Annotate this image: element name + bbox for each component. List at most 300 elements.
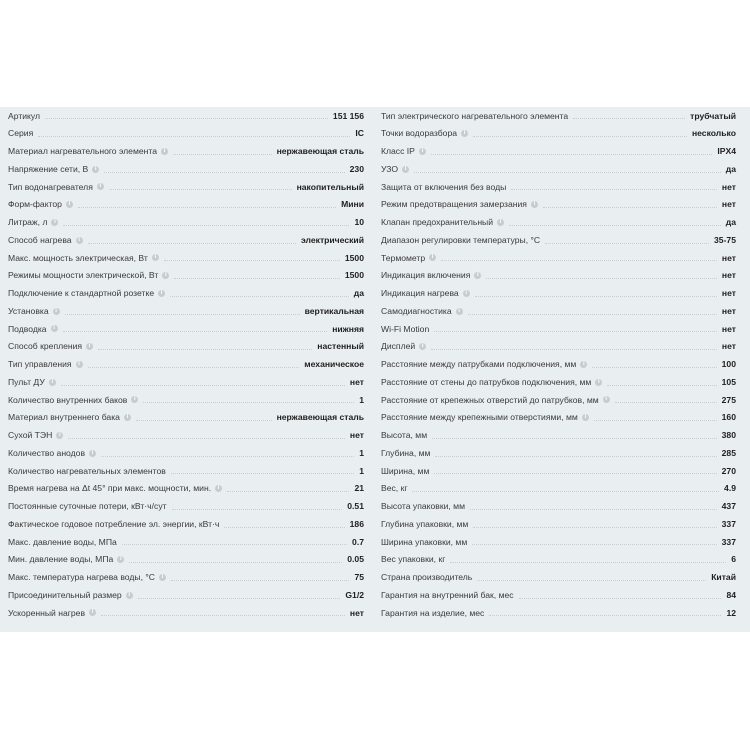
info-icon[interactable]: i xyxy=(117,556,124,563)
spec-value: нет xyxy=(721,181,736,192)
spec-row xyxy=(8,373,364,391)
spec-label xyxy=(381,236,540,245)
spec-row xyxy=(381,178,736,196)
spec-row xyxy=(8,462,364,480)
spec-label-text: Точки водоразбора xyxy=(381,128,458,139)
spec-row xyxy=(381,160,736,178)
info-icon[interactable]: i xyxy=(497,219,504,226)
spec-value: G1/2 xyxy=(345,589,364,600)
spec-label xyxy=(381,289,470,298)
spec-value: 337 xyxy=(721,518,736,529)
spec-label-text: Присоединительный размер xyxy=(8,589,122,600)
info-icon[interactable]: i xyxy=(92,166,99,173)
info-icon[interactable]: i xyxy=(97,183,104,190)
spec-row xyxy=(8,391,364,409)
dotted-leader xyxy=(414,172,721,173)
dotted-leader xyxy=(227,491,349,492)
spec-label-text: Вес упаковки, кг xyxy=(381,554,446,565)
spec-value: да xyxy=(725,163,736,174)
info-icon[interactable]: i xyxy=(76,361,83,368)
spec-label-text: Количество внутренних баков xyxy=(8,394,128,405)
spec-row xyxy=(381,498,736,516)
spec-label xyxy=(381,183,506,192)
dotted-leader xyxy=(88,243,296,244)
dotted-leader xyxy=(615,402,717,403)
info-icon[interactable]: i xyxy=(603,396,610,403)
info-icon[interactable]: i xyxy=(429,254,436,261)
spec-row xyxy=(8,586,364,604)
spec-value: 100 xyxy=(721,359,736,370)
info-icon[interactable]: i xyxy=(402,166,409,173)
spec-value: 186 xyxy=(349,518,364,529)
spec-value: 151 156 xyxy=(332,110,364,121)
spec-label-text: Сухой ТЭН xyxy=(8,430,53,441)
info-icon[interactable]: i xyxy=(162,272,169,279)
spec-label xyxy=(8,431,63,440)
spec-label xyxy=(381,502,465,511)
spec-label-text: Индикация включения xyxy=(381,270,471,281)
info-icon[interactable]: i xyxy=(474,272,481,279)
spec-row xyxy=(381,551,736,569)
dotted-leader xyxy=(143,402,354,403)
spec-label xyxy=(8,236,83,245)
spec-row xyxy=(381,125,736,143)
spec-label-text: Подводка xyxy=(8,323,47,334)
info-icon[interactable]: i xyxy=(66,201,73,208)
dotted-leader xyxy=(594,420,717,421)
info-icon[interactable]: i xyxy=(76,237,83,244)
spec-row xyxy=(381,231,736,249)
spec-label-text: Клапан предохранительный xyxy=(381,217,494,228)
dotted-leader xyxy=(45,118,328,119)
spec-label-text: Гарантия на изделие, мес xyxy=(381,607,485,618)
spec-label xyxy=(8,147,168,156)
info-icon[interactable]: i xyxy=(158,290,165,297)
spec-label xyxy=(8,591,133,600)
spec-label-text: Расстояние между патрубками подключения, мм xyxy=(381,359,577,370)
spec-label-text: Материал нагревательного элемента xyxy=(8,146,158,157)
info-icon[interactable]: i xyxy=(531,201,538,208)
spec-label-text: Способ крепления xyxy=(8,341,83,352)
spec-row xyxy=(381,391,736,409)
spec-label-text: Макс. давление воды, МПа xyxy=(8,536,117,547)
spec-row xyxy=(8,249,364,267)
info-icon[interactable]: i xyxy=(419,148,426,155)
spec-value: трубчатый xyxy=(690,110,736,121)
dotted-leader xyxy=(592,367,716,368)
spec-label xyxy=(381,218,504,227)
info-icon[interactable]: i xyxy=(161,148,168,155)
spec-label xyxy=(8,183,104,192)
spec-row xyxy=(381,427,736,445)
spec-value: нет xyxy=(349,607,364,618)
dotted-leader xyxy=(63,225,349,226)
spec-label-text: Артикул xyxy=(8,110,41,121)
spec-label-text: Класс IP xyxy=(381,146,415,157)
spec-value: 1 xyxy=(359,447,364,458)
spec-label-text: Литраж, л xyxy=(8,217,48,228)
spec-label xyxy=(381,573,472,582)
spec-label-text: Ширина, мм xyxy=(381,465,430,476)
spec-row xyxy=(381,569,736,587)
spec-label xyxy=(8,165,99,174)
spec-row xyxy=(8,320,364,338)
spec-row xyxy=(381,143,736,161)
spec-label xyxy=(381,484,407,493)
spec-row xyxy=(8,178,364,196)
info-icon[interactable]: i xyxy=(580,361,587,368)
info-icon[interactable]: i xyxy=(595,379,602,386)
spec-label-text: Способ нагрева xyxy=(8,234,72,245)
dotted-leader xyxy=(164,260,340,261)
info-icon[interactable]: i xyxy=(131,396,138,403)
spec-label xyxy=(8,484,222,493)
spec-label xyxy=(381,467,429,476)
spec-value: 75 xyxy=(354,572,364,583)
spec-value: нержавеющая сталь xyxy=(276,412,364,423)
spec-value: Мини xyxy=(341,199,364,210)
dotted-leader xyxy=(441,260,717,261)
spec-value: нет xyxy=(721,288,736,299)
spec-value: 0.51 xyxy=(347,501,364,512)
spec-row xyxy=(8,533,364,551)
spec-value: вертикальная xyxy=(304,305,364,316)
spec-row xyxy=(381,196,736,214)
spec-label xyxy=(381,360,587,369)
spec-value: да xyxy=(353,288,364,299)
spec-label xyxy=(381,200,538,209)
spec-label xyxy=(8,502,167,511)
spec-row xyxy=(8,143,364,161)
info-icon[interactable]: i xyxy=(89,609,96,616)
info-icon[interactable]: i xyxy=(419,343,426,350)
dotted-leader xyxy=(607,385,716,386)
spec-label-text: Индикация нагрева xyxy=(381,288,459,299)
spec-label-text: Расстояние от стены до патрубков подключения, мм xyxy=(381,376,592,387)
info-icon[interactable]: i xyxy=(89,450,96,457)
spec-value: 337 xyxy=(721,536,736,547)
spec-value: 6 xyxy=(731,554,736,565)
spec-label-text: Страна производитель xyxy=(381,572,473,583)
spec-row xyxy=(8,569,364,587)
spec-label-text: Расстояние от крепежных отверстий до патрубков, мм xyxy=(381,394,599,405)
spec-label xyxy=(381,413,589,422)
dotted-leader xyxy=(173,154,272,155)
dotted-leader xyxy=(511,189,717,190)
spec-row xyxy=(8,196,364,214)
info-icon[interactable]: i xyxy=(53,308,60,315)
dotted-leader xyxy=(129,562,342,563)
spec-label-text: Количество анодов xyxy=(8,447,86,458)
spec-value: 35-75 xyxy=(714,234,736,245)
spec-label xyxy=(8,342,93,351)
spec-label xyxy=(8,413,131,422)
spec-label-text: Тип электрического нагревательного элемента xyxy=(381,110,569,121)
spec-row xyxy=(8,551,364,569)
dotted-leader xyxy=(171,473,354,474)
dotted-leader xyxy=(431,349,717,350)
spec-label-text: Фактическое годовое потребление эл. энергии, кВт·ч xyxy=(8,518,220,529)
spec-row xyxy=(8,515,364,533)
spec-value: нет xyxy=(721,341,736,352)
spec-row xyxy=(8,231,364,249)
spec-label-text: Постоянные суточные потери, кВт·ч/сут xyxy=(8,501,167,512)
spec-value: нет xyxy=(721,323,736,334)
dotted-leader xyxy=(472,544,716,545)
spec-value: 1 xyxy=(359,465,364,476)
spec-value: 4.9 xyxy=(724,483,736,494)
spec-row xyxy=(381,320,736,338)
spec-value: нет xyxy=(721,305,736,316)
spec-label-text: Режим предотвращения замерзания xyxy=(381,199,527,210)
spec-row xyxy=(381,586,736,604)
dotted-leader xyxy=(172,509,343,510)
dotted-leader xyxy=(101,615,345,616)
spec-label-text: Ширина упаковки, мм xyxy=(381,536,468,547)
spec-label xyxy=(381,147,426,156)
dotted-leader xyxy=(519,598,722,599)
spec-value: 1500 xyxy=(344,270,364,281)
spec-value: 160 xyxy=(721,412,736,423)
specs-column-left xyxy=(8,107,364,622)
dotted-leader xyxy=(88,367,300,368)
spec-value: IPX4 xyxy=(717,146,736,157)
spec-row xyxy=(8,214,364,232)
spec-label xyxy=(381,378,602,387)
info-icon[interactable]: i xyxy=(126,592,133,599)
spec-label-text: Тип водонагревателя xyxy=(8,181,93,192)
spec-value: Китай xyxy=(711,572,736,583)
spec-label xyxy=(381,342,426,351)
spec-label xyxy=(381,325,429,334)
spec-label-text: Установка xyxy=(8,305,49,316)
spec-row xyxy=(381,338,736,356)
spec-value: нет xyxy=(721,270,736,281)
spec-value: 230 xyxy=(349,163,364,174)
dotted-leader xyxy=(136,420,272,421)
spec-row xyxy=(8,498,364,516)
spec-row xyxy=(381,444,736,462)
spec-label-text: Режимы мощности электрической, Вт xyxy=(8,270,159,281)
dotted-leader xyxy=(38,136,350,137)
spec-row xyxy=(8,267,364,285)
spec-row xyxy=(8,302,364,320)
spec-label xyxy=(381,431,427,440)
dotted-leader xyxy=(450,562,726,563)
spec-label-text: Тип управления xyxy=(8,359,72,370)
spec-label-text: Напряжение сети, В xyxy=(8,163,89,174)
dotted-leader xyxy=(68,438,345,439)
spec-value: IC xyxy=(355,128,364,139)
info-icon[interactable]: i xyxy=(463,290,470,297)
dotted-leader xyxy=(489,615,721,616)
spec-value: 0.05 xyxy=(347,554,364,565)
dotted-leader xyxy=(65,314,300,315)
info-icon[interactable]: i xyxy=(152,254,159,261)
spec-value: 437 xyxy=(721,501,736,512)
spec-row xyxy=(8,285,364,303)
spec-label-text: Термометр xyxy=(381,252,426,263)
spec-label-text: Вес, кг xyxy=(381,483,408,494)
spec-row xyxy=(381,409,736,427)
spec-row xyxy=(381,214,736,232)
spec-value: нет xyxy=(721,252,736,263)
spec-value: механическое xyxy=(304,359,364,370)
spec-label-text: Wi-Fi Motion xyxy=(381,323,430,334)
dotted-leader xyxy=(171,580,349,581)
spec-label xyxy=(381,165,409,174)
spec-label-text: Пульт ДУ xyxy=(8,376,45,387)
spec-label xyxy=(8,609,96,618)
spec-value: 275 xyxy=(721,394,736,405)
spec-value: нет xyxy=(721,199,736,210)
spec-label xyxy=(8,218,58,227)
info-icon[interactable]: i xyxy=(159,574,166,581)
spec-label xyxy=(8,112,40,121)
spec-value: 1500 xyxy=(344,252,364,263)
spec-label-text: Защита от включения без воды xyxy=(381,181,507,192)
spec-label xyxy=(8,573,166,582)
info-icon[interactable]: i xyxy=(582,414,589,421)
spec-label-text: Макс. мощность электрическая, Вт xyxy=(8,252,148,263)
spec-label-text: Ускоренный нагрев xyxy=(8,607,86,618)
spec-label xyxy=(8,129,33,138)
dotted-leader xyxy=(61,385,345,386)
info-icon[interactable]: i xyxy=(51,325,58,332)
spec-value: 12 xyxy=(726,607,736,618)
spec-row xyxy=(8,107,364,125)
spec-row xyxy=(381,604,736,622)
dotted-leader xyxy=(473,527,716,528)
spec-label xyxy=(8,449,96,458)
spec-row xyxy=(8,338,364,356)
dotted-leader xyxy=(473,136,687,137)
spec-label-text: Диапазон регулировки температуры, °С xyxy=(381,234,541,245)
spec-label-text: Подключение к стандартной розетке xyxy=(8,288,155,299)
info-icon[interactable]: i xyxy=(49,379,56,386)
spec-row xyxy=(8,427,364,445)
dotted-leader xyxy=(78,207,336,208)
spec-value: несколько xyxy=(691,128,736,139)
spec-label xyxy=(8,307,60,316)
spec-label-text: Глубина, мм xyxy=(381,447,431,458)
dotted-leader xyxy=(477,580,706,581)
spec-label-text: Материал внутреннего бака xyxy=(8,412,120,423)
dotted-leader xyxy=(138,598,341,599)
spec-value: 10 xyxy=(354,217,364,228)
dotted-leader xyxy=(224,527,344,528)
dotted-leader xyxy=(98,349,312,350)
info-icon[interactable]: i xyxy=(456,308,463,315)
dotted-leader xyxy=(434,473,716,474)
dotted-leader xyxy=(486,278,717,279)
spec-value: нижняя xyxy=(332,323,364,334)
spec-label-text: Дисплей xyxy=(381,341,416,352)
spec-row xyxy=(381,356,736,374)
spec-label-text: Макс. температура нагрева воды, °С xyxy=(8,572,155,583)
info-icon[interactable]: i xyxy=(56,432,63,439)
spec-row xyxy=(381,373,736,391)
spec-row xyxy=(381,533,736,551)
spec-value: нет xyxy=(349,376,364,387)
spec-label xyxy=(8,538,117,547)
spec-label xyxy=(381,609,484,618)
spec-value: 285 xyxy=(721,447,736,458)
spec-label xyxy=(8,200,73,209)
spec-label xyxy=(381,538,467,547)
spec-value: 0.7 xyxy=(352,536,364,547)
spec-label-text: Серия xyxy=(8,128,34,139)
spec-row xyxy=(381,285,736,303)
dotted-leader xyxy=(573,118,685,119)
info-icon[interactable]: i xyxy=(86,343,93,350)
spec-value: 270 xyxy=(721,465,736,476)
spec-label xyxy=(381,449,430,458)
dotted-leader xyxy=(434,331,717,332)
spec-value: электрический xyxy=(300,234,364,245)
spec-label-text: Количество нагревательных элементов xyxy=(8,465,166,476)
spec-label xyxy=(381,591,514,600)
spec-label xyxy=(381,271,481,280)
dotted-leader xyxy=(432,438,717,439)
spec-value: нет xyxy=(349,430,364,441)
dotted-leader xyxy=(170,296,349,297)
info-icon[interactable]: i xyxy=(461,130,468,137)
spec-row xyxy=(8,480,364,498)
spec-row xyxy=(8,409,364,427)
info-icon[interactable]: i xyxy=(51,219,58,226)
spec-label xyxy=(8,271,169,280)
spec-value: настенный xyxy=(317,341,364,352)
spec-row xyxy=(381,480,736,498)
spec-label xyxy=(381,307,463,316)
dotted-leader xyxy=(174,278,340,279)
spec-value: 105 xyxy=(721,376,736,387)
dotted-leader xyxy=(468,314,717,315)
spec-label xyxy=(8,555,124,564)
dotted-leader xyxy=(109,189,292,190)
info-icon[interactable]: i xyxy=(124,414,131,421)
spec-row xyxy=(381,515,736,533)
dotted-leader xyxy=(122,544,347,545)
spec-label xyxy=(381,396,610,405)
dotted-leader xyxy=(63,331,328,332)
spec-label xyxy=(8,520,219,529)
specs-column-right xyxy=(381,107,736,622)
spec-label xyxy=(8,360,83,369)
dotted-leader xyxy=(104,172,344,173)
dotted-leader xyxy=(475,296,717,297)
spec-label-text: Глубина упаковки, мм xyxy=(381,518,469,529)
dotted-leader xyxy=(412,491,719,492)
spec-label xyxy=(381,129,468,138)
spec-label-text: Время нагрева на Δt 45° при макс. мощности, мин. xyxy=(8,483,212,494)
spec-label xyxy=(8,396,138,405)
info-icon[interactable]: i xyxy=(215,485,222,492)
spec-label xyxy=(8,289,165,298)
spec-value: 380 xyxy=(721,430,736,441)
spec-row xyxy=(381,302,736,320)
spec-value: 1 xyxy=(359,394,364,405)
spec-label-text: Мин. давление воды, МПа xyxy=(8,554,114,565)
specs-panel xyxy=(0,107,750,632)
spec-row xyxy=(8,444,364,462)
dotted-leader xyxy=(545,243,709,244)
spec-label xyxy=(381,112,568,121)
spec-label-text: Высота, мм xyxy=(381,430,428,441)
spec-row xyxy=(8,125,364,143)
spec-value: 21 xyxy=(354,483,364,494)
